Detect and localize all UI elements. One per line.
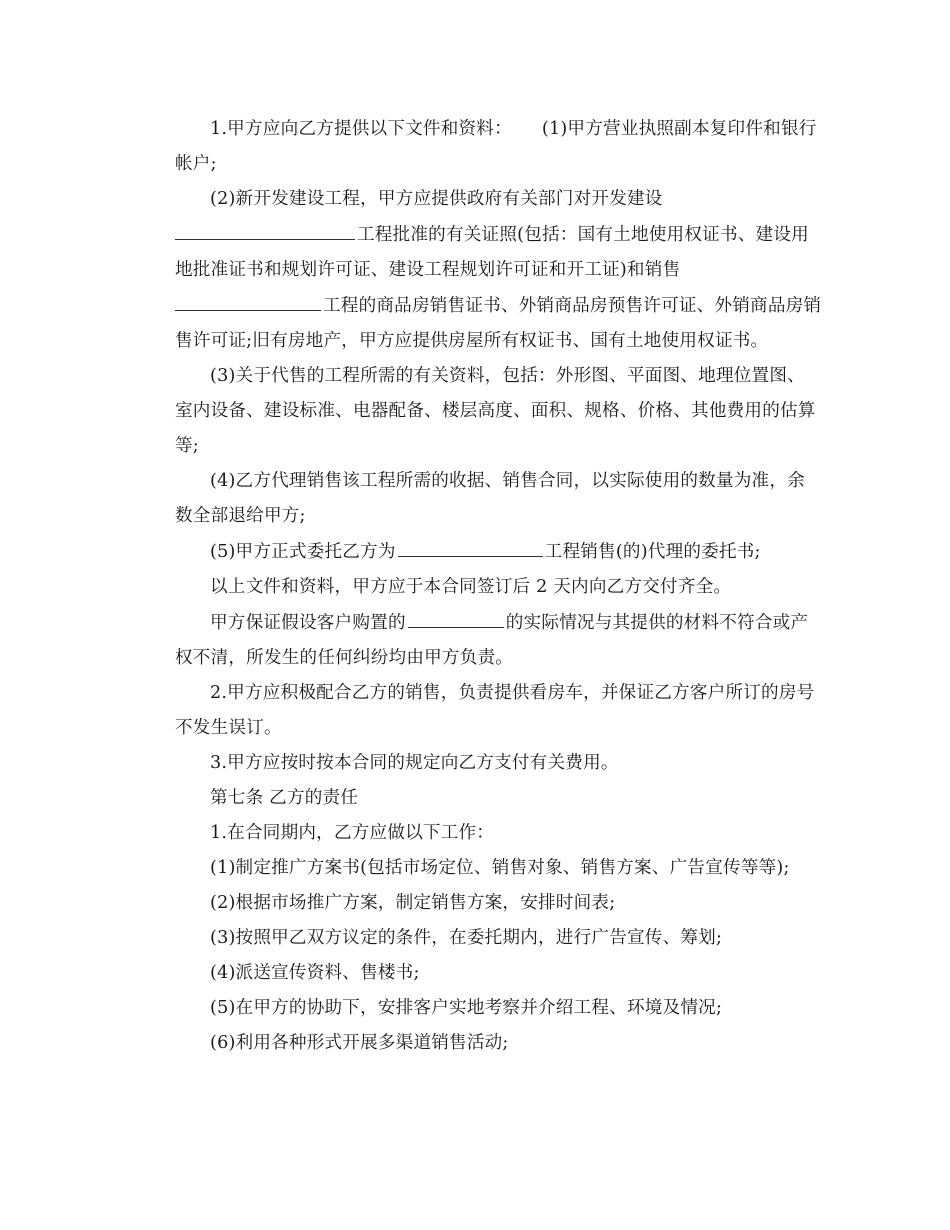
list-item-b-1 xyxy=(140,851,812,886)
text-b-item-5: (5)在甲方的协助下，安排客户实地考察并介绍工程、环境及情况; xyxy=(210,998,723,1018)
text-item-3-line1: (3)关于代售的工程所需的有关资料，包括：外形图、平面图、地理位置图、 xyxy=(210,366,805,386)
paragraph-clause-2 xyxy=(140,676,815,746)
text-item-2-line3: 地批准证书和规划许可证、建设工程规划许可证和开工证)和销售 xyxy=(175,260,681,280)
text-item-1-sub1: (1)甲方营业执照副本复印件和银行 xyxy=(541,119,817,139)
paragraph-clause-3 xyxy=(140,746,812,781)
blank-field-purchased-property[interactable] xyxy=(408,605,504,628)
blank-field-project-name[interactable] xyxy=(398,534,543,557)
text-guarantee-end: 权不清，所发生的任何纠纷均由甲方负责。 xyxy=(175,648,514,668)
list-item-b-5 xyxy=(140,991,812,1026)
text-item-5-start: (5)甲方正式委托乙方为 xyxy=(210,542,396,562)
text-b-item-1: (1)制定推广方案书(包括市场定位、销售对象、销售方案、广告宣传等等); xyxy=(210,858,790,878)
blank-field-project-sales[interactable] xyxy=(175,288,321,311)
text-b-item-6: (6)利用各种形式开展多渠道销售活动; xyxy=(210,1033,509,1053)
list-item-b-6 xyxy=(140,1026,812,1061)
paragraph-b-clause-1 xyxy=(140,816,812,851)
text-article-7-title: 第七条 乙方的责任 xyxy=(210,788,359,808)
text-item-2-line1: (2)新开发建设工程，甲方应提供政府有关部门对开发建设 xyxy=(210,189,663,209)
text-delivery: 以上文件和资料，甲方应于本合同签订后 2 天内向乙方交付齐全。 xyxy=(210,577,732,597)
text-item-2-line4: 工程的商品房销售证书、外销商品房预售许可证、外销商品房销 xyxy=(323,296,822,316)
blank-field-project-approval[interactable] xyxy=(175,217,355,240)
text-guarantee-mid: 的实际情况与其提供的材料不符合或产 xyxy=(505,613,809,633)
list-item-b-3 xyxy=(140,921,812,956)
text-b-item-3: (3)按照甲乙双方议定的条件，在委托期内，进行广告宣传、筹划; xyxy=(210,928,723,948)
paragraph-documents-list xyxy=(140,112,817,182)
text-b-item-2: (2)根据市场推广方案，制定销售方案，安排时间表; xyxy=(210,893,616,913)
text-b-clause-1: 1.在合同期内，乙方应做以下工作： xyxy=(210,823,495,843)
text-clause-2-line1: 2.甲方应积极配合乙方的销售，负责提供看房车，并保证乙方客户所订的房号 xyxy=(210,683,815,703)
text-item-4-line1: (4)乙方代理销售该工程所需的收据、销售合同，以实际使用的数量为准，余 xyxy=(210,471,805,491)
list-item-b-4 xyxy=(140,956,812,991)
text-item-3-line2: 室内设备、建设标准、电器配备、楼层高度、面积、规格、价格、其他费用的估算 xyxy=(175,401,816,421)
paragraph-item-2 xyxy=(140,182,822,359)
section-heading-article-7 xyxy=(140,781,812,816)
text-item-2-line2: 工程批准的有关证照(包括：国有土地使用权证书、建设用 xyxy=(357,225,809,245)
document-page xyxy=(140,112,822,1061)
text-item-2-line5: 售许可证;旧有房地产，甲方应提供房屋所有权证书、国有土地使用权证书。 xyxy=(175,331,769,351)
text-clause-3: 3.甲方应按时按本合同的规定向乙方支付有关费用。 xyxy=(210,753,619,773)
paragraph-delivery xyxy=(140,570,812,605)
text-item-1-sub1-cont: 帐户; xyxy=(175,154,217,174)
text-guarantee-start: 甲方保证假设客户购置的 xyxy=(210,613,406,633)
text-clause-2-line2: 不发生误订。 xyxy=(175,718,282,738)
list-item-b-2 xyxy=(140,886,812,921)
text-b-item-4: (4)派送宣传资料、售楼书; xyxy=(210,963,420,983)
text-item-4-line2: 数全部退给甲方; xyxy=(175,506,306,526)
paragraph-item-3 xyxy=(140,359,816,464)
text-item-1-heading: 1.甲方应向乙方提供以下文件和资料： xyxy=(210,119,512,139)
paragraph-guarantee xyxy=(140,605,812,676)
paragraph-item-4 xyxy=(140,464,812,534)
text-item-5-end: 工程销售(的)代理的委托书; xyxy=(544,542,761,562)
paragraph-item-5 xyxy=(140,534,812,570)
text-item-3-line3: 等; xyxy=(175,436,199,456)
